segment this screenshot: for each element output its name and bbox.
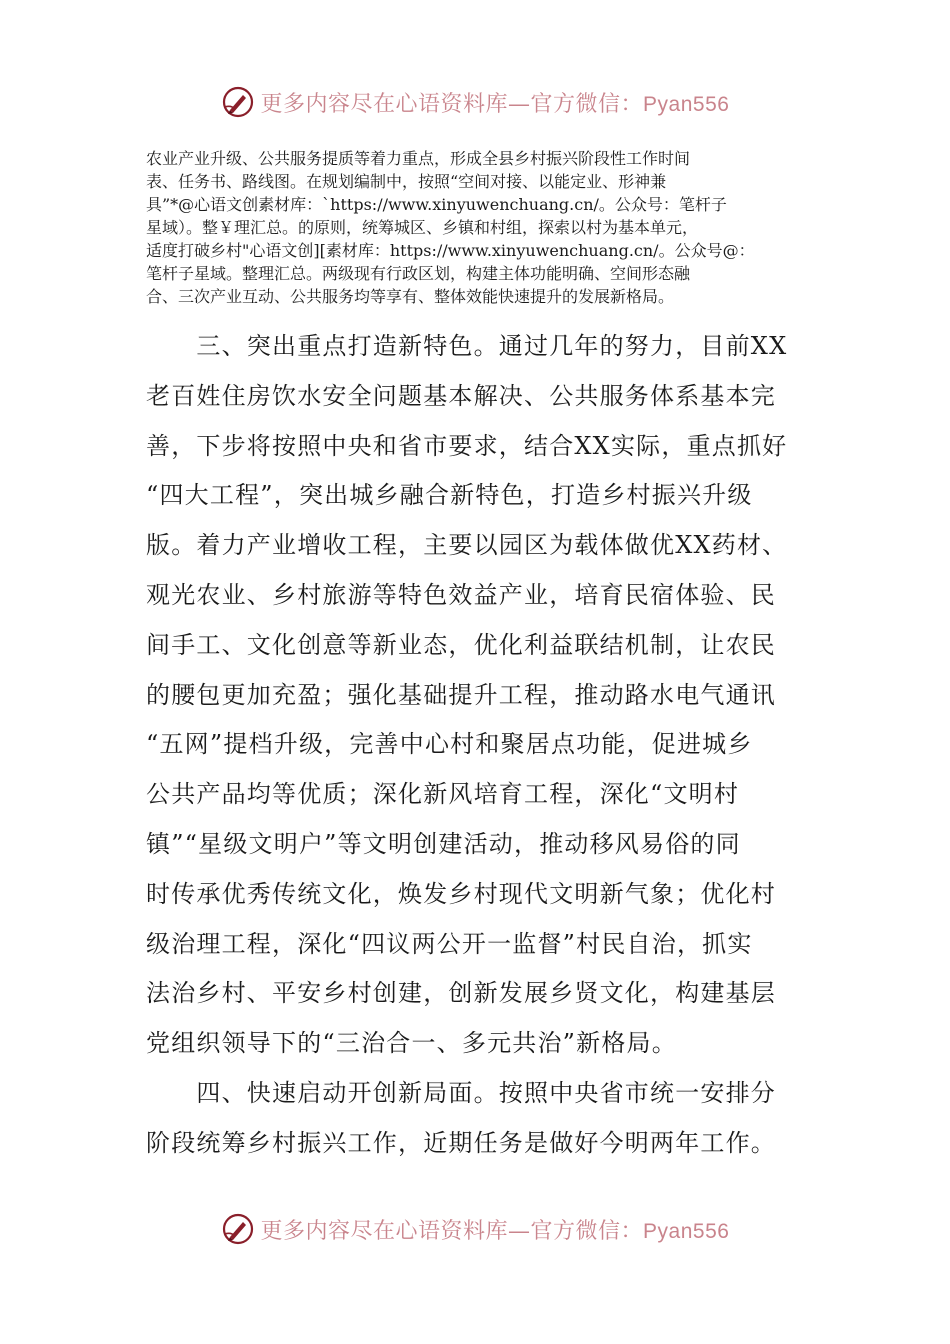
footer-watermark-banner	[0, 1207, 950, 1251]
text-line: 笔杆子星域。整理汇总。两级现有行政区划，构建主体功能明确、空间形态融	[146, 264, 691, 283]
text-line: 法治乡村、平安乡村创建，创新发展乡贤文化，构建基层	[146, 979, 776, 1008]
pen-logo-icon	[221, 1212, 255, 1246]
text-line: 间手工、文化创意等新业态，优化利益联结机制，让农民	[146, 630, 776, 659]
text-line: 具”*@心语文创素材库：`https://www.xinyuwenchuang.cn/。公众号：笔杆子	[146, 195, 727, 214]
text-line: 合、三次产业互动、公共服务均等享有、整体效能快速提升的发展新格局。	[146, 287, 675, 306]
main-body-text	[146, 322, 806, 1169]
text-line: 级治理工程，深化“四议两公开一监督”村民自治，抓实	[146, 929, 753, 958]
text-line: 表、任务书、路线图。在规划编制中，按照“空间对接、以能定业、形神兼	[146, 172, 667, 191]
text-line: 老百姓住房饮水安全问题基本解决、公共服务体系基本完	[146, 381, 776, 410]
text-line: 星域）。整￥理汇总。的原则，统筹城区、乡镇和村组，探索以村为基本单元，	[146, 218, 699, 237]
footer-watermark-text: 更多内容尽在心语资料库—官方微信：Pyan556	[260, 1218, 730, 1244]
text-line: 农业产业升级、公共服务提质等着力重点，形成全县乡村振兴阶段性工作时间	[146, 149, 691, 168]
small-print-paragraph	[146, 147, 812, 308]
text-line: 四、快速启动开创新局面。按照中央省市统一安排分	[146, 1078, 776, 1107]
text-line: 三、突出重点打造新特色。通过几年的努力，目前XX	[146, 332, 788, 360]
text-line: 公共产品均等优质；深化新风培育工程，深化“文明村	[146, 780, 740, 809]
text-line: “四大工程”，突出城乡融合新特色，打造乡村振兴升级	[146, 481, 753, 510]
text-line: 的腰包更加充盈；强化基础提升工程，推动路水电气通讯	[146, 680, 776, 709]
text-line: 阶段统筹乡村振兴工作，近期任务是做好今明两年工作。	[146, 1128, 776, 1157]
text-line: 镇”“星级文明户”等文明创建活动，推动移风易俗的同	[146, 829, 741, 858]
text-line: 党组织领导下的“三治合一、多元共治”新格局。	[146, 1029, 677, 1058]
header-watermark-text: 更多内容尽在心语资料库—官方微信：Pyan556	[260, 91, 730, 117]
text-line: 观光农业、乡村旅游等特色效益产业，培育民宿体验、民	[146, 580, 776, 609]
text-line: “五网”提档升级，完善中心村和聚居点功能，促进城乡	[146, 730, 753, 759]
text-line: 版。着力产业增收工程，主要以园区为载体做优XX药材、	[146, 531, 788, 560]
text-line: 适度打破乡村"心语文创][素材库：https://www.xinyuwenchuang.cn/。公众号@：	[146, 241, 755, 260]
pen-logo-icon	[221, 85, 255, 119]
text-line: 善，下步将按照中央和省市要求，结合XX实际，重点抓好	[146, 431, 788, 460]
text-line: 时传承优秀传统文化，焕发乡村现代文明新气象；优化村	[146, 879, 776, 908]
header-watermark-banner	[0, 80, 950, 124]
